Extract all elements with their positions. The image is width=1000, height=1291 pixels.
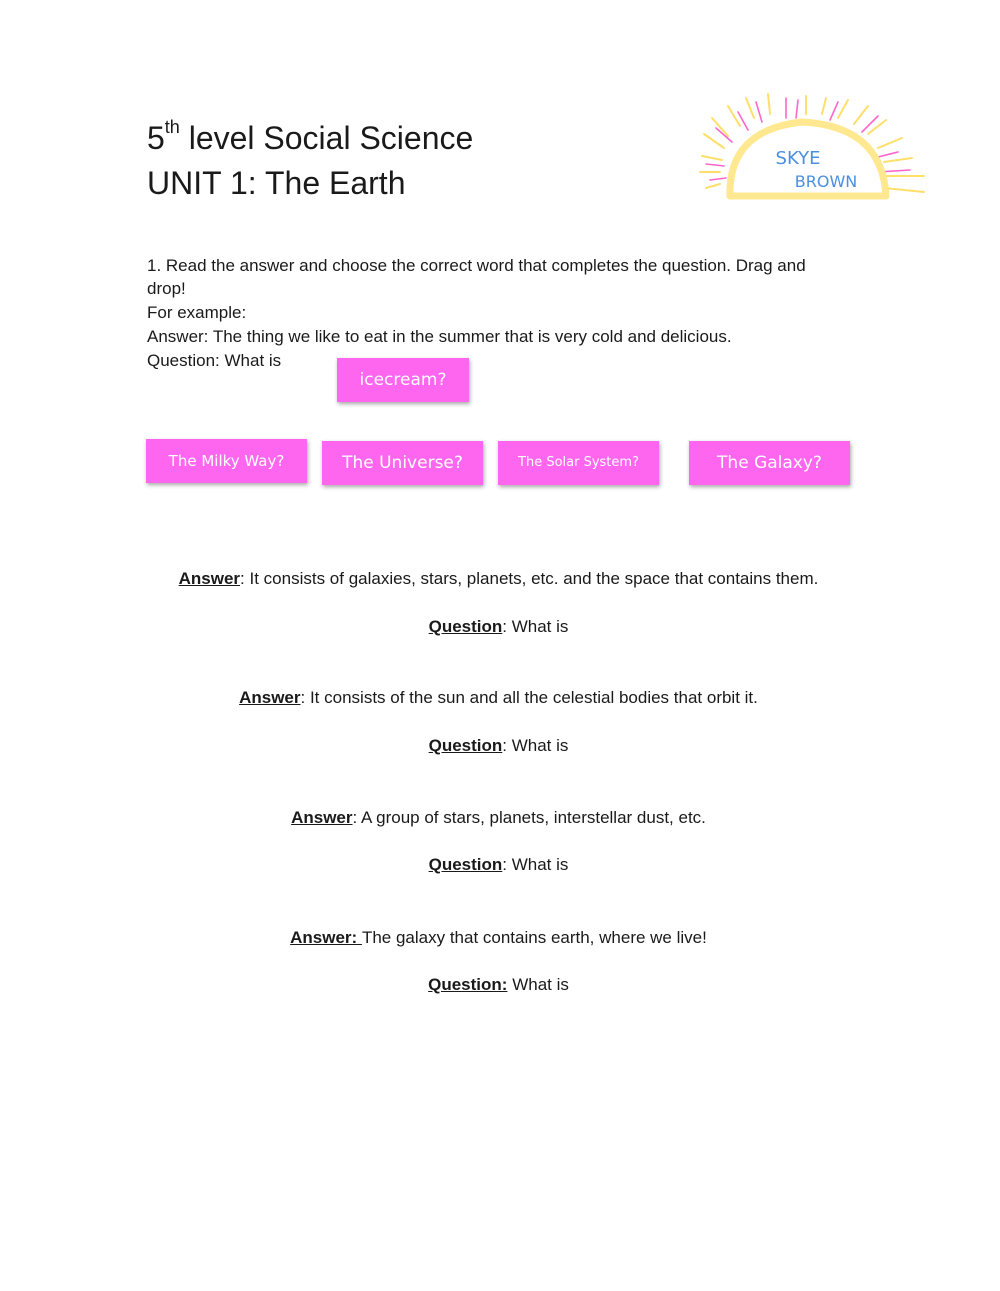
chip-milky-way[interactable]: The Milky Way? [146,439,307,483]
example-answer: Answer: The thing we like to eat in the summer that is very cold and delicious. [147,327,732,346]
instruction-line-2: drop! [147,279,186,298]
question-label: Question: [428,975,508,994]
question-text: : What is [502,617,569,636]
question-1 [0,618,997,635]
chip-galaxy[interactable]: The Galaxy? [689,441,850,485]
answer-text: : A group of stars, planets, interstellar dust, etc. [352,808,706,827]
answer-4 [0,929,997,946]
question-label: Question [428,855,503,874]
instruction-line-1: 1. Read the answer and choose the correct word that completes the question. Drag and [147,256,806,275]
answer-text: The galaxy that contains earth, where we live! [361,928,707,947]
logo-line2: BROWN [794,172,858,191]
unit-subtitle: UNIT 1: The Earth [147,165,406,201]
answer-text: : It consists of the sun and all the celestial bodies that orbit it. [300,688,758,707]
question-text: : What is [502,736,569,755]
question-text: : What is [502,855,569,874]
answer-label: Answer [178,569,241,588]
question-4 [0,976,997,993]
logo-line1: SKYE [775,148,821,169]
page-title: 5th level Social Science [147,117,474,156]
answer-2 [0,689,997,706]
answer-label: Answer [291,808,353,827]
example-label: For example: [147,303,247,322]
chip-solar-system[interactable]: The Solar System? [498,441,659,485]
answer-3 [0,809,997,826]
question-label: Question [428,617,503,636]
question-label: Question [428,736,503,755]
question-2 [0,737,997,754]
skye-brown-logo [698,92,930,207]
question-text: What is [507,975,569,994]
answer-1 [0,570,997,587]
answer-text: : It consists of galaxies, stars, planets, etc. and the space that contains them. [240,569,819,588]
question-3 [0,856,997,873]
chip-universe[interactable]: The Universe? [322,441,483,485]
example-question: Question: What is [147,351,282,370]
answer-label: Answer [239,688,301,707]
example-answer-chip: icecream? [337,358,469,402]
answer-label: Answer: [290,928,362,947]
